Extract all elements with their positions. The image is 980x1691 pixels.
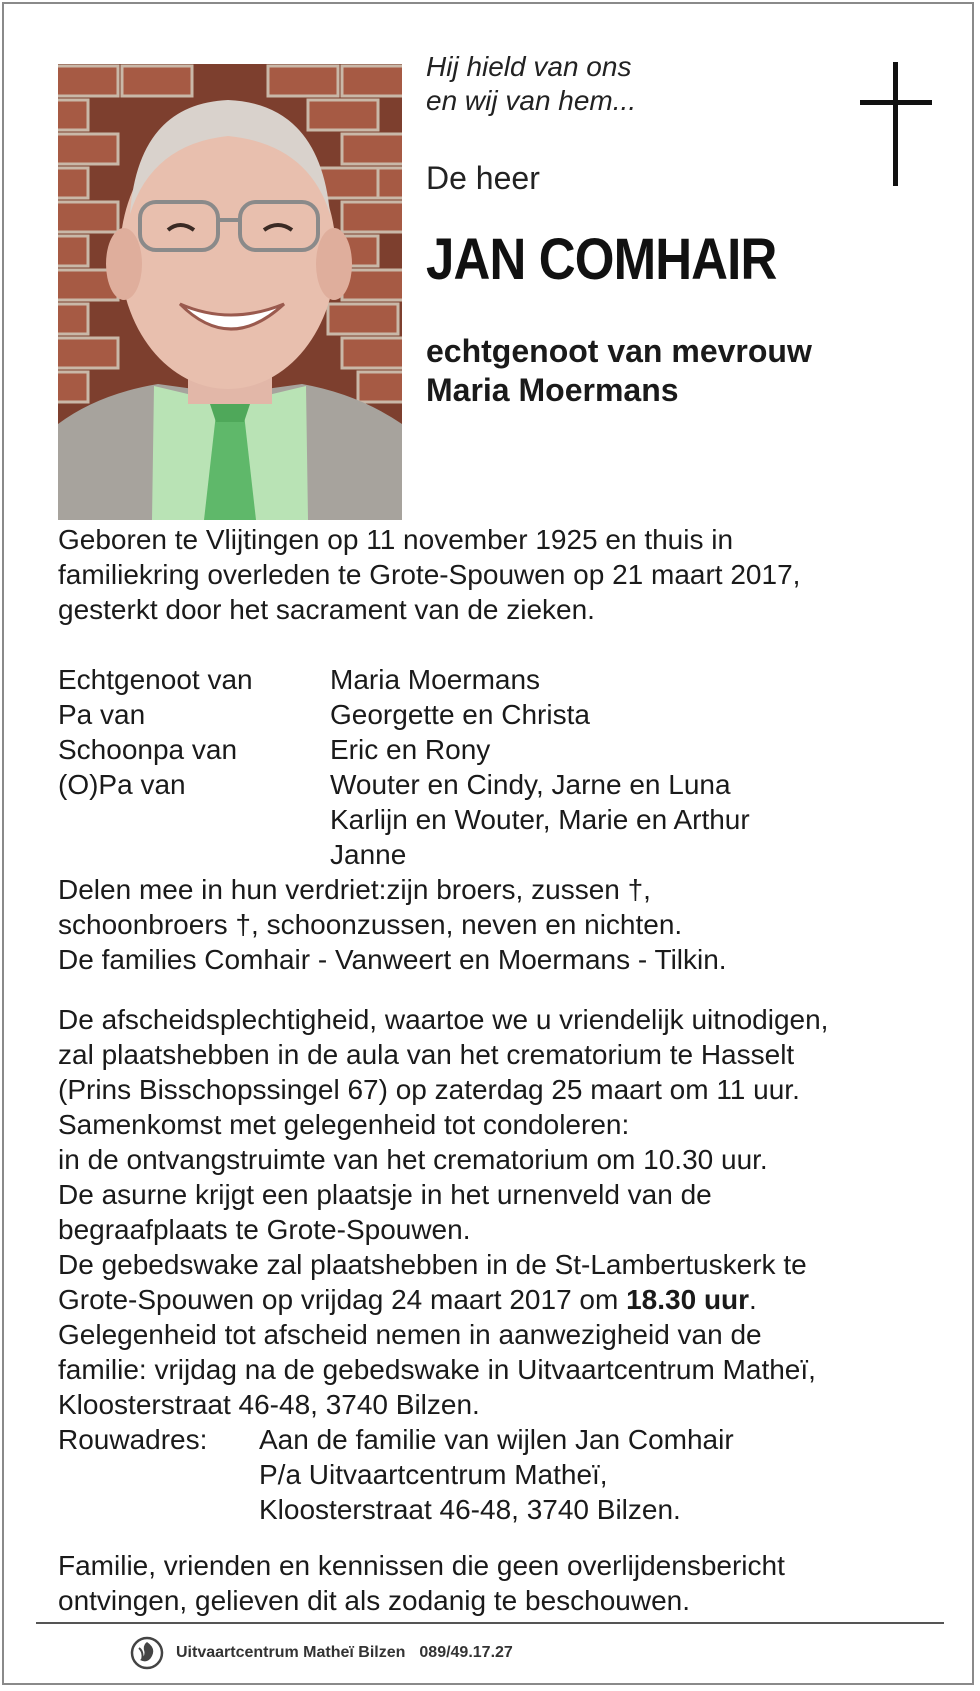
cross-icon [860, 62, 932, 186]
spouse-line: echtgenoot van mevrouw [426, 333, 812, 369]
funeral-home-phone: 089/49.17.27 [419, 1644, 513, 1661]
address-spacer [58, 1457, 259, 1492]
paragraph-line: Samenkomst met gelegenheid tot condoleren: [58, 1109, 630, 1140]
spouse-info [426, 332, 812, 410]
address-spacer [58, 1492, 259, 1527]
paragraph-line: in de ontvangstruimte van het crematorium om 10.30 uur. [58, 1144, 768, 1175]
birth-death-paragraph [58, 522, 800, 627]
family-relation: Schoonpa van [58, 734, 238, 765]
address-line: P/a Uitvaartcentrum Matheï, [259, 1459, 608, 1490]
paragraph-line: De families Comhair - Vanweert en Moermans - Tilkin. [58, 944, 727, 975]
family-row [58, 802, 750, 837]
family-relation: Echtgenoot van [58, 664, 253, 695]
quote-line: Hij hield van ons [426, 51, 632, 82]
wake-line [58, 1282, 828, 1317]
wake-date-text: Grote-Spouwen op vrijdag 24 maart 2017 om [58, 1284, 627, 1315]
portrait-photo [58, 64, 402, 520]
sharing-paragraph [58, 872, 727, 977]
paragraph-line: begraafplaats te Grote-Spouwen. [58, 1214, 471, 1245]
paragraph-line: De gebedswake zal plaatshebben in de St-Lambertuskerk te [58, 1249, 807, 1280]
family-members: Maria Moermans [330, 664, 541, 695]
address-line: Kloosterstraat 46-48, 3740 Bilzen. [259, 1494, 681, 1525]
paragraph-line: familiekring overleden te Grote-Spouwen op 21 maart 2017, [58, 559, 801, 590]
funeral-home-logo-icon [130, 1636, 164, 1670]
notice-paragraph [58, 1548, 785, 1618]
paragraph-line: Geboren te Vlijtingen op 11 november 1925 en thuis in [58, 524, 734, 555]
paragraph-line: ontvingen, gelieven dit als zodanig te beschouwen. [58, 1585, 690, 1616]
memorial-quote [426, 50, 636, 118]
family-members: Eric en Rony [330, 734, 491, 765]
family-relation: Pa van [58, 699, 146, 730]
address-row [58, 1492, 734, 1527]
paragraph-line: Kloosterstraat 46-48, 3740 Bilzen. [58, 1389, 480, 1420]
address-line: Aan de familie van wijlen Jan Comhair [259, 1424, 734, 1455]
address-label: Rouwadres: [58, 1424, 208, 1455]
family-list [58, 662, 750, 872]
ceremony-paragraph [58, 1002, 828, 1422]
funeral-home-footer [130, 1636, 513, 1670]
quote-line: en wij van hem... [426, 85, 637, 116]
paragraph-line: familie: vrijdag na de gebedswake in Uitvaartcentrum Matheï, [58, 1354, 816, 1385]
family-row [58, 697, 750, 732]
family-relation [58, 837, 330, 872]
family-members: Wouter en Cindy, Jarne en Luna [330, 769, 731, 800]
family-relation: (O)Pa van [58, 769, 186, 800]
paragraph-line: De asurne krijgt een plaatsje in het urnenveld van de [58, 1179, 712, 1210]
family-row [58, 732, 750, 767]
funeral-home-name: Uitvaartcentrum Matheï Bilzen [176, 1644, 406, 1661]
paragraph-line: Familie, vrienden en kennissen die geen overlijdensbericht [58, 1550, 785, 1581]
paragraph-line: gesterkt door het sacrament van de zieken. [58, 594, 595, 625]
family-relation [58, 802, 330, 837]
family-row [58, 767, 750, 802]
paragraph-line: Gelegenheid tot afscheid nemen in aanwezigheid van de [58, 1319, 762, 1350]
address-row [58, 1457, 734, 1492]
spouse-line: Maria Moermans [426, 372, 679, 408]
paragraph-line: zal plaatshebben in de aula van het crematorium te Hasselt [58, 1039, 795, 1070]
family-members: Janne [330, 839, 407, 870]
paragraph-line: (Prins Bisschopssingel 67) op zaterdag 25 maart om 11 uur. [58, 1074, 800, 1105]
deceased-name: JAN COMHAIR [426, 227, 777, 292]
paragraph-line: schoonbroers †, schoonzussen, neven en nichten. [58, 909, 683, 940]
family-row [58, 662, 750, 697]
honorific: De heer [426, 160, 540, 196]
wake-line-end: . [749, 1284, 757, 1315]
family-row [58, 837, 750, 872]
paragraph-line: De afscheidsplechtigheid, waartoe we u vriendelijk uitnodigen, [58, 1004, 829, 1035]
family-members: Karlijn en Wouter, Marie en Arthur [330, 804, 750, 835]
wake-time: 18.30 uur [626, 1284, 750, 1315]
footer-divider [36, 1622, 944, 1624]
address-row [58, 1422, 734, 1457]
family-members: Georgette en Christa [330, 699, 590, 730]
mourning-address [58, 1422, 734, 1527]
paragraph-line: Delen mee in hun verdriet:zijn broers, zussen †, [58, 874, 651, 905]
